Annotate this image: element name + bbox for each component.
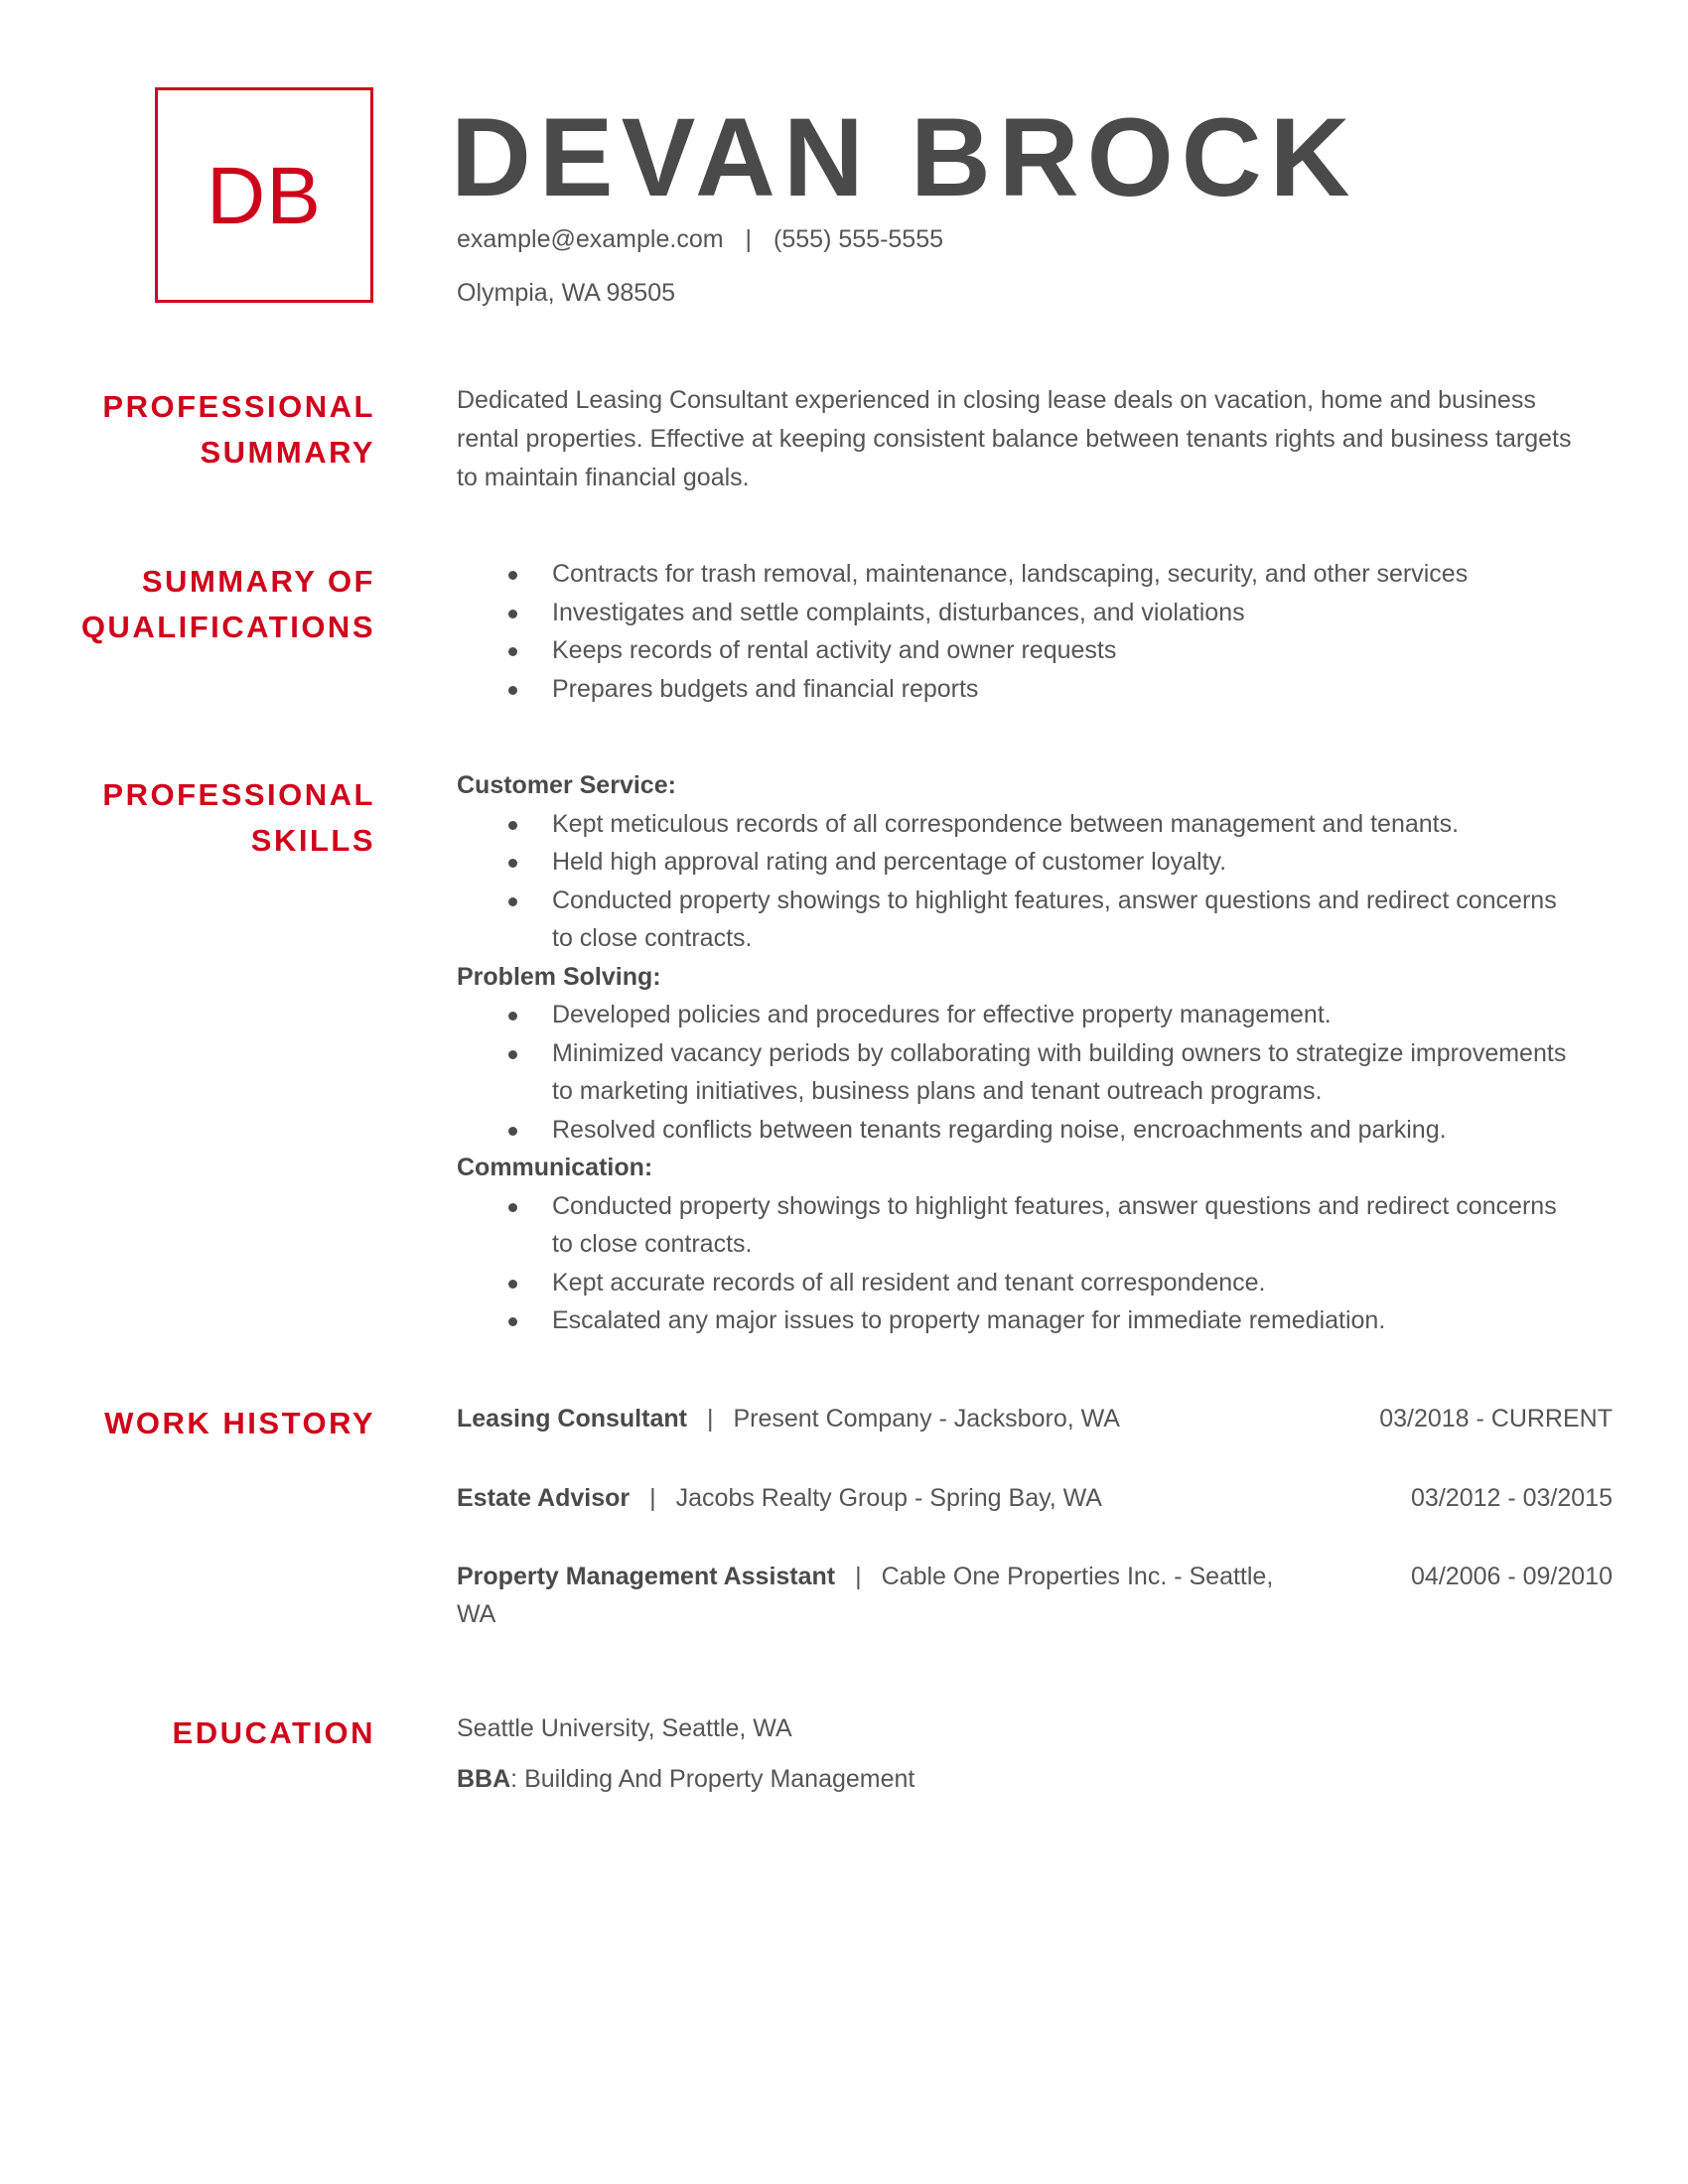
education-school: Seattle University, Seattle, WA — [457, 1714, 792, 1742]
skill-group-list — [457, 1187, 1579, 1340]
job-separator: | — [706, 1405, 714, 1433]
education-degree-line — [457, 1760, 1618, 1799]
skill-group-title: Communication: — [457, 1154, 653, 1181]
job-entry — [457, 1558, 1613, 1633]
job-company: Jacobs Realty Group - Spring Bay, WA — [675, 1484, 1102, 1512]
qualifications-heading — [81, 559, 375, 650]
phone: (555) 555-5555 — [774, 225, 944, 253]
monogram-box — [155, 87, 373, 303]
degree: BBA — [457, 1765, 511, 1793]
summary-heading-line2: SUMMARY — [200, 435, 375, 470]
list-item: Kept meticulous records of all correspondence between management and tenants. — [457, 805, 1579, 844]
list-item: Investigates and settle complaints, disturbances, and violations — [457, 594, 1618, 632]
degree-separator: : — [510, 1765, 518, 1793]
skills-body — [457, 766, 1579, 1340]
skills-heading — [102, 772, 375, 864]
job-left — [457, 1400, 1331, 1437]
education-heading: EDUCATION — [172, 1715, 375, 1750]
email: example@example.com — [457, 225, 724, 253]
qualifications-heading-line2: QUALIFICATIONS — [80, 610, 375, 644]
qualifications-heading-line1: SUMMARY OF — [141, 564, 375, 599]
summary-heading — [102, 384, 375, 476]
skill-group-list — [457, 996, 1579, 1149]
work-history-heading: WORK HISTORY — [104, 1406, 375, 1440]
list-item: Kept accurate records of all resident and tenant correspondence. — [457, 1264, 1579, 1302]
degree-field: Building And Property Management — [517, 1765, 915, 1793]
job-entry — [457, 1400, 1613, 1437]
job-title: Estate Advisor — [457, 1484, 631, 1512]
skill-group-title: Problem Solving: — [457, 962, 661, 991]
list-item: Developed policies and procedures for effective property management. — [457, 996, 1579, 1034]
job-separator: | — [855, 1563, 862, 1590]
job-company: Cable One Properties Inc. - Seattle, WA — [457, 1563, 1274, 1628]
list-item: Prepares budgets and financial reports — [457, 670, 1618, 709]
list-item: Conducted property showings to highlight features, answer questions and redirect concerns to close contracts. — [457, 1187, 1579, 1264]
skills-heading-line2: SKILLS — [250, 823, 375, 858]
job-separator: | — [649, 1484, 656, 1512]
summary-text: Dedicated Leasing Consultant experienced in closing lease deals on vacation, home and business rental properties. Effective at keeping consistent balance between tenants rights and business targets to maintain financial goals. — [457, 386, 1572, 491]
location: Olympia, WA 98505 — [457, 279, 676, 307]
list-item: Resolved conflicts between tenants regarding noise, encroachments and parking. — [457, 1111, 1579, 1150]
candidate-name: DEVAN BROCK — [451, 95, 1358, 219]
job-dates: 03/2018 - CURRENT — [1379, 1405, 1613, 1433]
skill-group-list — [457, 805, 1579, 958]
job-left — [457, 1479, 1331, 1517]
monogram-initials: DB — [207, 151, 322, 241]
list-item: Conducted property showings to highlight features, answer questions and redirect concerns to close contracts. — [457, 882, 1579, 958]
contact-separator: | — [745, 225, 753, 253]
job-title: Leasing Consultant — [457, 1405, 687, 1433]
job-company: Present Company - Jacksboro, WA — [733, 1405, 1120, 1433]
list-item: Keeps records of rental activity and owner requests — [457, 631, 1618, 670]
job-dates: 04/2006 - 09/2010 — [1411, 1563, 1613, 1590]
contact-line — [457, 224, 943, 254]
job-entry — [457, 1479, 1613, 1517]
list-item: Minimized vacancy periods by collaborating with building owners to strategize improvements to marketing initiatives, business plans and tenant outreach programs. — [457, 1034, 1579, 1111]
list-item: Held high approval rating and percentage of customer loyalty. — [457, 843, 1579, 882]
qualifications-list-wrap — [457, 555, 1618, 708]
job-title: Property Management Assistant — [457, 1563, 836, 1590]
list-item: Escalated any major issues to property manager for immediate remediation. — [457, 1301, 1579, 1340]
qualifications-list — [457, 555, 1618, 708]
skill-group-title: Customer Service: — [457, 771, 676, 799]
skills-heading-line1: PROFESSIONAL — [102, 777, 375, 812]
summary-heading-line1: PROFESSIONAL — [102, 389, 375, 424]
list-item: Contracts for trash removal, maintenance, landscaping, security, and other services — [457, 555, 1618, 594]
job-left — [457, 1558, 1311, 1633]
job-dates: 03/2012 - 03/2015 — [1411, 1484, 1613, 1512]
